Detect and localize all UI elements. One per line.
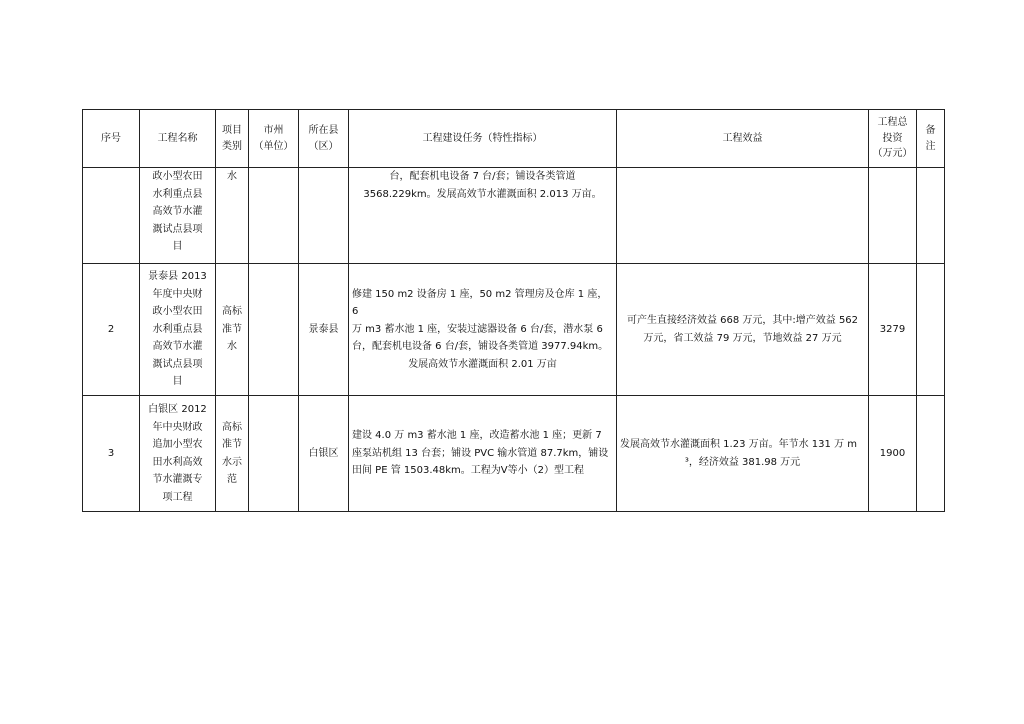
- header-county: 所在县 （区）: [299, 110, 349, 168]
- cell-county: 白银区: [299, 396, 349, 512]
- cell-benefits: [617, 168, 869, 264]
- cell-category: 高标 准节 水示 范: [216, 396, 249, 512]
- cell-investment: [869, 168, 917, 264]
- table-row: [83, 264, 945, 396]
- cell-city: [249, 168, 299, 264]
- cell-tasks: 建设 4.0 万 m3 蓄水池 1 座，改造蓄水池 1 座；更新 7 座泵站机组 13 台套；铺设 PVC 输水管道 87.7km，铺设 田间 PE 管 1503.48km。工程为Ⅴ等小（2）型工程: [349, 396, 617, 512]
- project-table: [82, 109, 945, 512]
- header-city: 市州 （单位）: [249, 110, 299, 168]
- cell-county: [299, 168, 349, 264]
- cell-benefits: 发展高效节水灌溉面积 1.23 万亩。年节水 131 万 m ³，经济效益 381.98 万元: [617, 396, 869, 512]
- cell-category: 高标 准节 水: [216, 264, 249, 396]
- table-row: [83, 396, 945, 512]
- cell-project-name: 政小型农田 水利重点县 高效节水灌 溉试点县项 目: [140, 168, 216, 264]
- cell-investment: 1900: [869, 396, 917, 512]
- cell-category: 水: [216, 168, 249, 264]
- cell-remarks: [917, 396, 945, 512]
- cell-remarks: [917, 264, 945, 396]
- cell-city: [249, 396, 299, 512]
- cell-project-name: 景泰县 2013 年度中央财 政小型农田 水利重点县 高效节水灌 溉试点县项 目: [140, 264, 216, 396]
- header-remarks: 备 注: [917, 110, 945, 168]
- cell-seq: 3: [83, 396, 140, 512]
- cell-seq: [83, 168, 140, 264]
- cell-benefits: 可产生直接经济效益 668 万元，其中:增产效益 562 万元，省工效益 79 万元，节地效益 27 万元: [617, 264, 869, 396]
- header-tasks: 工程建设任务（特性指标）: [349, 110, 617, 168]
- table-row: [83, 168, 945, 264]
- cell-county: 景泰县: [299, 264, 349, 396]
- header-benefits: 工程效益: [617, 110, 869, 168]
- cell-tasks: 台，配套机电设备 7 台/套；铺设各类管道 3568.229km。发展高效节水灌溉面积 2.013 万亩。: [349, 168, 617, 264]
- header-investment: 工程总 投资 （万元）: [869, 110, 917, 168]
- header-category: 项目 类别: [216, 110, 249, 168]
- header-row: [83, 110, 945, 168]
- cell-seq: 2: [83, 264, 140, 396]
- header-seq: 序号: [83, 110, 140, 168]
- cell-project-name: 白银区 2012 年中央财政 追加小型农 田水利高效 节水灌溉专 项工程: [140, 396, 216, 512]
- header-project-name: 工程名称: [140, 110, 216, 168]
- cell-tasks: 修建 150 m2 设备房 1 座，50 m2 管理房及仓库 1 座，6 万 m3 蓄水池 1 座，安装过滤器设备 6 台/套，潜水泵 6 台，配套机电设备 6 台/套，铺设各类管道 3977.94km。 发展高效节水灌溉面积 2.01 万亩: [349, 264, 617, 396]
- cell-investment: 3279: [869, 264, 917, 396]
- cell-city: [249, 264, 299, 396]
- cell-remarks: [917, 168, 945, 264]
